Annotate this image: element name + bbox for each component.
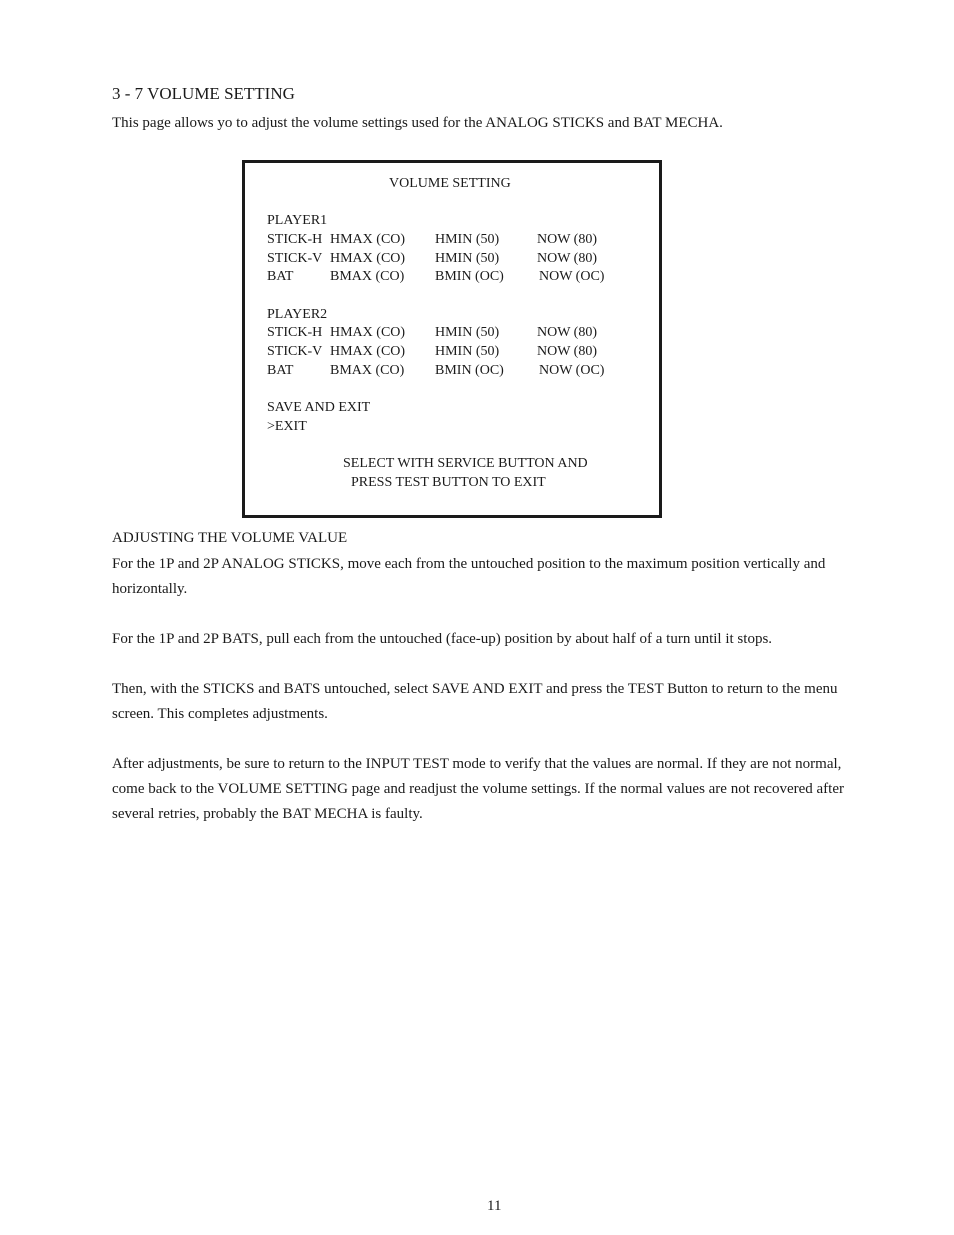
- p2-stickh-min: HMIN (50): [435, 325, 500, 340]
- screen-title: VOLUME SETTING: [389, 176, 511, 191]
- p2-stickv-name: STICK-V: [267, 344, 323, 359]
- instruction-line-2: PRESS TEST BUTTON TO EXIT: [351, 475, 546, 490]
- p1-bat-name: BAT: [267, 269, 294, 284]
- p1-stickv-max: HMAX (CO): [330, 251, 406, 266]
- p2-stickv-min: HMIN (50): [435, 344, 500, 359]
- p1-stickv-name: STICK-V: [267, 251, 323, 266]
- p1-stickh-max: HMAX (CO): [330, 232, 406, 247]
- p2-bat-max: BMAX (CO): [330, 363, 405, 378]
- p2-stickh-name: STICK-H: [267, 325, 323, 340]
- page-number: 11: [487, 1198, 502, 1214]
- paragraph-bats: For the 1P and 2P BATS, pull each from the untouched (face-up) position by about half of a turn until it stops.: [112, 631, 773, 647]
- menu-item-exit[interactable]: >EXIT: [267, 419, 307, 434]
- p2-stickh-max: HMAX (CO): [330, 325, 406, 340]
- paragraph-save: Then, with the STICKS and BATS untouched, select SAVE AND EXIT and press the TEST Button to return to the menu screen. This completes adjustments.: [112, 681, 838, 722]
- instruction-line-1: SELECT WITH SERVICE BUTTON AND: [343, 456, 588, 471]
- p2-stickv-now: NOW (80): [537, 344, 598, 359]
- section-heading: 3 - 7 VOLUME SETTING: [112, 84, 295, 103]
- p1-stickh-min: HMIN (50): [435, 232, 500, 247]
- paragraph-verify: After adjustments, be sure to return to the INPUT TEST mode to verify that the values are normal. If they are not normal, come back to the VOLUME SETTING page and readjust the volume settings. If the normal values are not recovered after several retries, probably the BAT MECHA is faulty.: [112, 756, 844, 822]
- player1-label: PLAYER1: [267, 213, 328, 228]
- p1-bat-min: BMIN (OC): [435, 269, 504, 284]
- p1-stickh-now: NOW (80): [537, 232, 598, 247]
- paragraph-sticks: For the 1P and 2P ANALOG STICKS, move each from the untouched position to the maximum position vertically and horizontally.: [112, 556, 826, 597]
- p1-stickv-now: NOW (80): [537, 251, 598, 266]
- p1-bat-now: NOW (OC): [539, 269, 605, 284]
- p2-bat-name: BAT: [267, 363, 294, 378]
- adjusting-heading: ADJUSTING THE VOLUME VALUE: [112, 530, 348, 546]
- p1-bat-max: BMAX (CO): [330, 269, 405, 284]
- p2-stickv-max: HMAX (CO): [330, 344, 406, 359]
- menu-item-save-and-exit[interactable]: SAVE AND EXIT: [267, 400, 371, 415]
- volume-setting-screen: [242, 160, 662, 518]
- section-intro: This page allows yo to adjust the volume settings used for the ANALOG STICKS and BAT MECHA.: [112, 115, 723, 131]
- p1-stickv-min: HMIN (50): [435, 251, 500, 266]
- p2-bat-now: NOW (OC): [539, 363, 605, 378]
- p2-bat-min: BMIN (OC): [435, 363, 504, 378]
- p2-stickh-now: NOW (80): [537, 325, 598, 340]
- p1-stickh-name: STICK-H: [267, 232, 323, 247]
- player2-label: PLAYER2: [267, 307, 328, 322]
